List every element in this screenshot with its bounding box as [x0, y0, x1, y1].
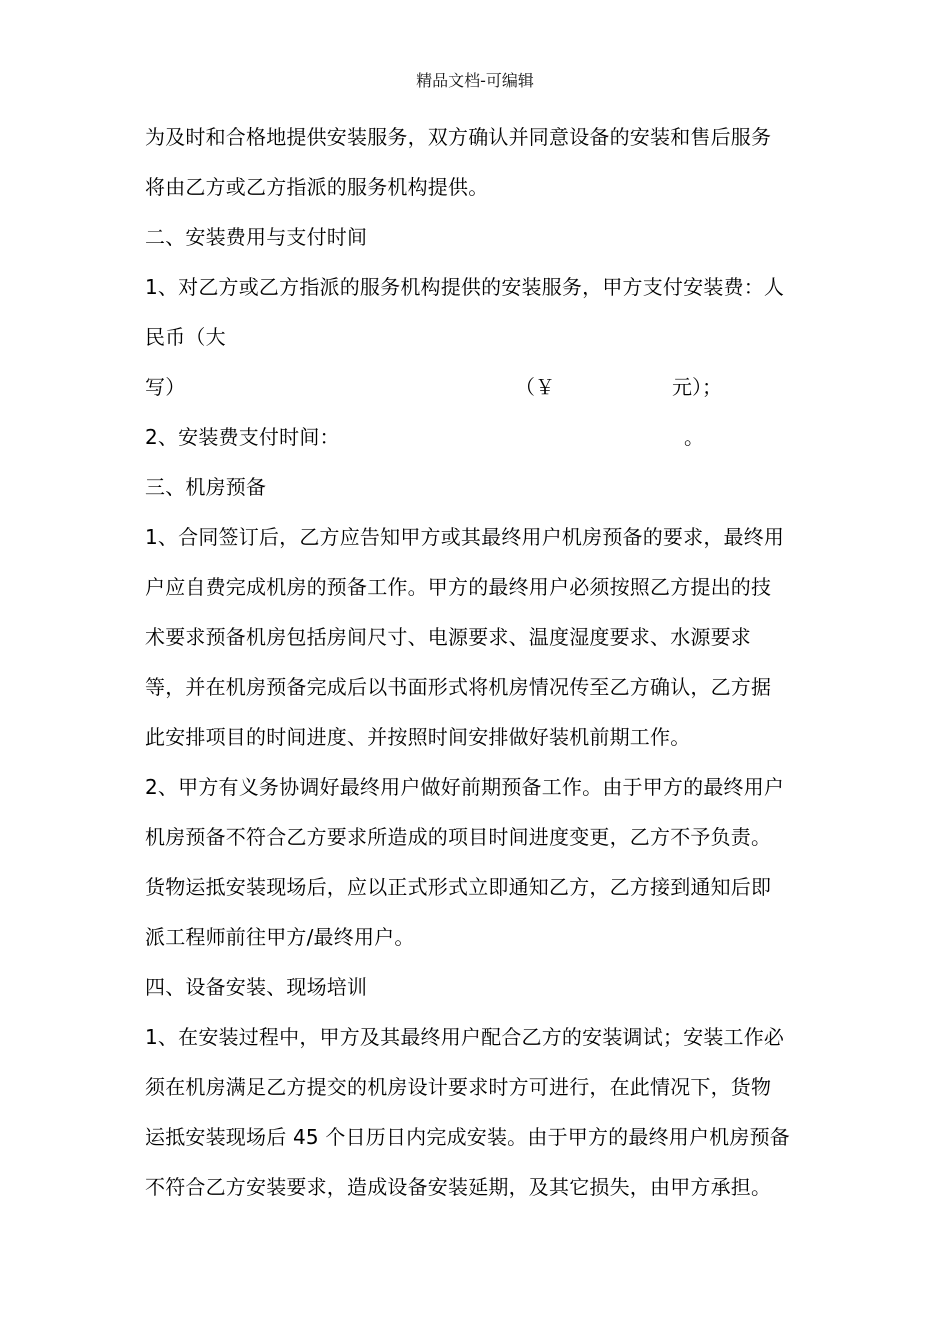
- amount-unit: 元）；: [672, 375, 722, 399]
- paragraph-line: 1、在安装过程中，甲方及其最终用户配合乙方的安装调试；安装工作必: [145, 1025, 785, 1049]
- paragraph-line: 为及时和合格地提供安装服务，双方确认并同意设备的安装和售后服务: [145, 125, 772, 149]
- payment-time-end: 。: [684, 425, 704, 449]
- amount-symbol: （￥: [515, 375, 555, 399]
- paragraph-line: 须在机房满足乙方提交的机房设计要求时方可进行，在此情况下，货物: [145, 1075, 772, 1099]
- paragraph-line: 不符合乙方安装要求，造成设备安装延期，及其它损失，由甲方承担。: [145, 1175, 772, 1199]
- paragraph-line: 等，并在机房预备完成后以书面形式将机房情况传至乙方确认，乙方据: [145, 675, 772, 699]
- page-header: 精品文档-可编辑: [416, 71, 534, 90]
- section-heading: 三、机房预备: [145, 475, 267, 499]
- paragraph-line: 术要求预备机房包括房间尺寸、电源要求、温度湿度要求、水源要求: [145, 625, 751, 649]
- payment-time-label: 2、安装费支付时间：: [145, 425, 340, 449]
- amount-label: 写）: [145, 375, 186, 399]
- paragraph-line: 民币（大: [145, 325, 226, 349]
- paragraph-line: 2、甲方有义务协调好最终用户做好前期预备工作。由于甲方的最终用户: [145, 775, 785, 799]
- paragraph-line: 1、对乙方或乙方指派的服务机构提供的安装服务，甲方支付安装费：人: [145, 275, 785, 299]
- paragraph-line: 运抵安装现场后 45 个日历日内完成安装。由于甲方的最终用户机房预备: [145, 1125, 790, 1149]
- paragraph-line: 派工程师前往甲方/最终用户。: [145, 925, 415, 949]
- paragraph-line: 此安排项目的时间进度、并按照时间安排做好装机前期工作。: [145, 725, 691, 749]
- paragraph-line: 户应自费完成机房的预备工作。甲方的最终用户必须按照乙方提出的技: [145, 575, 772, 599]
- section-heading: 二、安装费用与支付时间: [145, 225, 368, 249]
- paragraph-line: 将由乙方或乙方指派的服务机构提供。: [145, 175, 489, 199]
- section-heading: 四、设备安装、现场培训: [145, 975, 368, 999]
- paragraph-line: 货物运抵安装现场后，应以正式形式立即通知乙方，乙方接到通知后即: [145, 875, 772, 899]
- paragraph-line: 1、合同签订后，乙方应告知甲方或其最终用户机房预备的要求，最终用: [145, 525, 785, 549]
- paragraph-line: 机房预备不符合乙方要求所造成的项目时间进度变更，乙方不予负责。: [145, 825, 772, 849]
